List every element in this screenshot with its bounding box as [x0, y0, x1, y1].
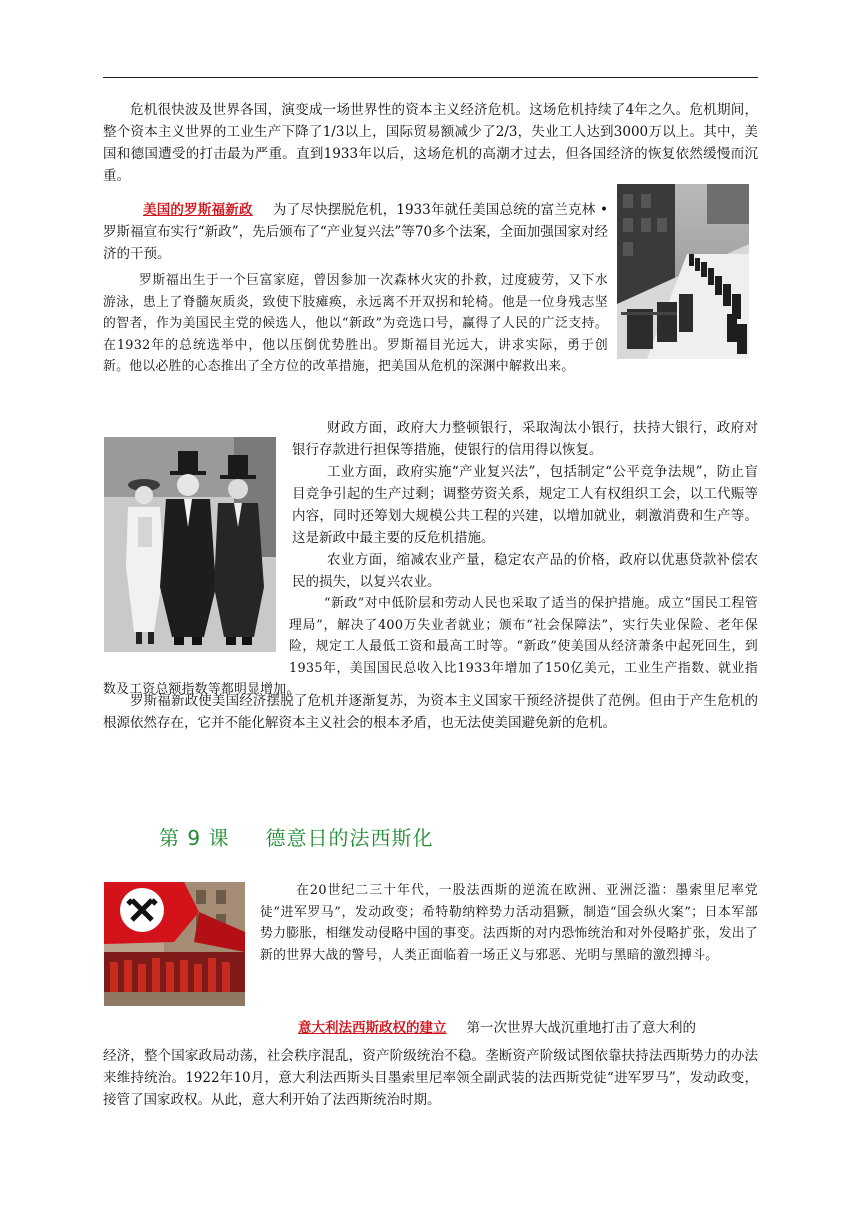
roosevelt-biography: 罗斯福出生于一个巨富家庭，曾因参加一次森林火灾的扑救，过度疲劳，又下水游泳，患上了脊髓灰质炎，致使下肢瘫痪，永远离不开双拐和轮椅。他是一位身残志坚的智者，作为美国民主党的候选人，他以“新政”为竞选口号，赢得了人民的广泛支持。在1932年的总统选举中，他以压倒优势胜出。罗斯福目光远大，讲求实际，勇于创新。他以必胜的心态推出了全方位的改革措施，把美国从危机的深渊中解救出来。: [103, 273, 608, 374]
italy-lead-paragraph: [298, 1017, 758, 1039]
fascist-rally-photo: [104, 882, 245, 1006]
industry-paragraph: 工业方面，政府实施“产业复兴法”，包括制定“公平竞争法规”，防止盲目竞争引起的生产过剩；调整劳资关系，规定工人有权组织工会，以工代赈等内容，同时还筹划大规模公共工程的兴建，以增加就业，刺激消费和生产等。这是新政中最主要的反危机措施。: [292, 464, 758, 546]
italy-body-paragraph: 经济，整个国家政局动荡，社会秩序混乱，资产阶级统治不稳。垄断资产阶级试图依靠扶持法西斯势力的办法来维持统治。1922年10月，意大利法西斯头目墨索里尼率领全副武装的法西斯党徒“进军罗马”，发动政变，接管了国家政权。从此，意大利开始了法西斯统治时期。: [103, 1048, 758, 1108]
section-heading-italy: 意大利法西斯政权的建立: [298, 1020, 447, 1036]
header-rule: [103, 77, 758, 78]
new-deal-lead-paragraph: [103, 199, 608, 265]
breadline-photo: [617, 184, 749, 359]
lesson-title: [159, 822, 433, 851]
italy-lead-text: 第一次世界大战沉重地打击了意大利的: [466, 1020, 696, 1036]
new-deal-lead-text: 为了尽快摆脱危机，1933年就任美国总统的富兰克林 • 罗斯福宣布实行“新政”，先后颁布了“产业复兴法”等70多个法案，全面加强国家对经济的干预。: [103, 202, 608, 262]
new-deal-conclusion: 罗斯福新政使美国经济摆脱了危机并逐渐复苏，为资本主义国家干预经济提供了范例。但由于产生危机的根源依然存在，它并不能化解资本主义社会的根本矛盾，也无法使美国避免新的危机。: [103, 693, 758, 731]
finance-paragraph: 财政方面，政府大力整顿银行，采取淘汰小银行，扶持大银行，政府对银行存款进行担保等措施，使银行的信用得以恢复。: [292, 420, 758, 458]
lesson-number: 第 9 课: [159, 826, 230, 850]
welfare-paragraph: “新政”对中低阶层和劳动人民也采取了适当的保护措施。成立“国民工程管理局”，解决了400万失业者就业；颁布“社会保障法”，实行失业保险、老年保险，规定工人最低工资和最高工时等。“新政”使美国从经济萧条中起死回生，到1935年，美国国民总收入比1933年增加了150亿美元，工业生产指数、就业指数及工资总额指数等都明显增加。: [103, 596, 758, 697]
agriculture-paragraph: 农业方面，缩减农业产量，稳定农产品的价格，政府以优惠贷款补偿农民的损失，以复兴农业。: [292, 552, 758, 590]
intro-paragraph: 危机很快波及世界各国，演变成一场世界性的资本主义经济危机。这场危机持续了4年之久。危机期间，整个资本主义世界的工业生产下降了1/3以上，国际贸易额减少了2/3，失业工人达到3000万以上。其中，美国和德国遭受的打击最为严重。直到1933年以后，这场危机的高潮才过去，但各国经济的恢复依然缓慢而沉重。: [103, 102, 758, 184]
section-heading-new-deal: 美国的罗斯福新政: [143, 202, 253, 218]
welfare-block: [103, 593, 758, 701]
fascism-intro-paragraph: 在20世纪二三十年代，一股法西斯的逆流在欧洲、亚洲泛滥：墨索里尼率党徒“进军罗马”，发动政变；希特勒纳粹势力活动猖獗，制造“国会纵火案”；日本军部势力膨胀，相继发动侵略中国的事变。法西斯的对内恐怖统治和对外侵略扩张，发出了新的世界大战的警号，人类正面临着一场正义与邪恶、光明与黑暗的激烈搏斗。: [260, 883, 758, 963]
lesson-name: 德意日的法西斯化: [265, 826, 434, 850]
